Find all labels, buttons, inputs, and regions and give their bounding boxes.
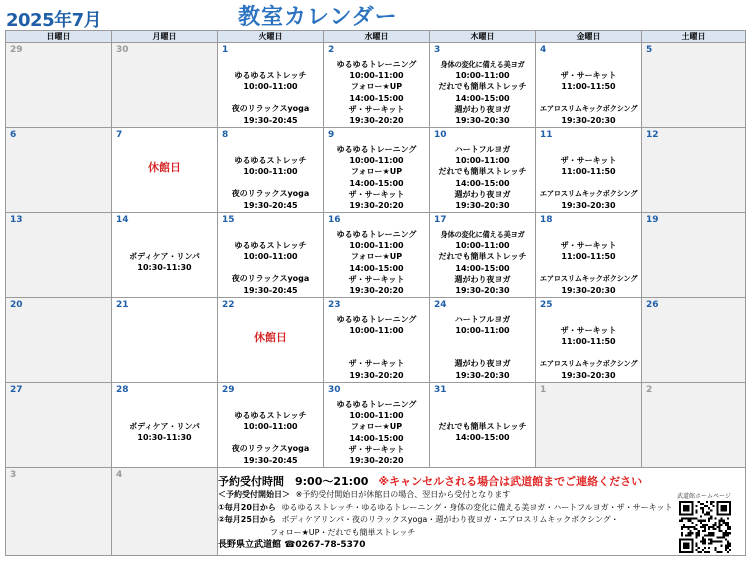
event-time: 19:30-20:30 (455, 286, 510, 296)
reserve-time: 予約受付時間 9:00～21:00 (218, 475, 369, 488)
event-time: 14:00-15:00 (455, 178, 510, 188)
closed-label: 休館日 (148, 161, 181, 174)
event-time: 11:00-11:50 (561, 82, 616, 92)
event-spacer (218, 177, 323, 188)
event-time: 10:00-11:00 (455, 326, 510, 336)
event-time: 19:30-20:30 (561, 285, 616, 295)
event-spacer (536, 92, 641, 103)
day-cell (430, 298, 536, 383)
day-number: 23 (328, 300, 341, 310)
event-spacer (218, 262, 323, 273)
event-name: ザ・サーキット (348, 359, 405, 369)
event-time: 11:00-11:50 (561, 167, 616, 177)
day-number: 24 (434, 300, 447, 310)
day-number: 27 (10, 385, 23, 395)
week-row (6, 213, 746, 298)
event-spacer (112, 399, 217, 410)
event-name: だれでも簡単ストレッチ (438, 252, 527, 262)
org-name: 長野県立武道館 (218, 540, 282, 550)
event-time: 11:00-11:50 (561, 337, 616, 347)
event-time: 14:00-15:00 (349, 93, 404, 103)
day-cell (536, 43, 642, 128)
event-name: エアロスリムキックボクシング (539, 274, 638, 284)
qr-code-icon[interactable] (679, 501, 731, 553)
event-spacer (536, 59, 641, 70)
event-time: 19:30-20:30 (455, 116, 510, 126)
event-name: ゆるゆるトレーニング (336, 60, 417, 69)
event-name: ゆるゆるトレーニング (336, 145, 417, 154)
event-name: だれでも簡単ストレッチ (438, 422, 527, 431)
event-time: 14:00-15:00 (349, 433, 404, 443)
day-number: 18 (540, 215, 553, 225)
closed-label: 休館日 (254, 331, 287, 344)
event-time: 19:30-20:45 (243, 200, 298, 210)
day-number: 6 (10, 130, 17, 140)
day-number: 20 (10, 300, 23, 310)
day-number: 1 (222, 45, 229, 55)
day-number: 28 (116, 385, 129, 395)
event-spacer (218, 399, 323, 410)
event-list (324, 314, 429, 381)
event-spacer (536, 262, 641, 273)
event-time: 10:00-11:00 (349, 241, 404, 251)
day-cell (430, 43, 536, 128)
event-time: 19:30-20:30 (455, 370, 510, 380)
day-cell (536, 298, 642, 383)
day-number: 16 (328, 215, 341, 225)
start-heading: ＜予約受付開始日＞ (218, 490, 290, 499)
day-cell (536, 213, 642, 298)
event-time: 10:00-11:00 (349, 156, 404, 166)
day-number: 29 (10, 45, 23, 55)
event-time: 10:30-11:30 (137, 263, 192, 273)
event-time: 10:00-11:00 (349, 71, 404, 81)
event-list (430, 59, 535, 126)
day-cell (6, 128, 112, 213)
day-number: 10 (434, 130, 447, 140)
day-number: 5 (646, 45, 653, 55)
day-cell (642, 213, 746, 298)
event-name: ゆるゆるトレーニング (336, 230, 417, 239)
day-cell (642, 298, 746, 383)
day-number: 17 (434, 215, 447, 225)
event-name: ザ・サーキット (348, 104, 405, 114)
event-name: だれでも簡単ストレッチ (438, 167, 527, 177)
event-time: 19:30-20:30 (561, 115, 616, 125)
weekday-header: 日曜日 (6, 31, 112, 43)
event-spacer (112, 240, 217, 251)
event-name: 週がわり夜ヨガ (454, 359, 511, 369)
event-list (112, 399, 217, 443)
event-spacer (218, 92, 323, 103)
line2-text: ボディケアリンパ・夜のリラックスyoga・週がわり夜ヨガ・エアロスリムキックボクシング・ (281, 515, 619, 524)
event-name: ゆるゆるストレッチ (234, 411, 307, 420)
day-cell (324, 128, 430, 213)
event-spacer (324, 347, 429, 358)
event-list (218, 59, 323, 126)
day-number: 3 (434, 45, 441, 55)
event-name: フォロー★UP (350, 422, 403, 432)
weekday-header: 火曜日 (218, 31, 324, 43)
day-cell (430, 128, 536, 213)
week-row (6, 383, 746, 468)
event-list (536, 229, 641, 296)
day-number: 8 (222, 130, 229, 140)
event-spacer (536, 347, 641, 358)
event-time: 10:00-11:00 (455, 71, 510, 81)
event-time: 19:30-20:45 (243, 285, 298, 295)
week-row (6, 128, 746, 213)
event-list (536, 59, 641, 126)
day-number: 2 (646, 385, 653, 395)
event-time: 10:00-11:00 (455, 241, 510, 251)
event-spacer (218, 229, 323, 240)
event-name: 夜のリラックスyoga (231, 189, 310, 199)
event-name: ザ・サーキット (560, 326, 617, 335)
day-number: 4 (116, 470, 123, 480)
day-number: 22 (222, 300, 235, 310)
event-time: 19:30-20:45 (243, 455, 298, 465)
page-title: 教室カレンダー (238, 5, 398, 30)
day-number: 29 (222, 385, 235, 395)
event-name: ハートフルヨガ (454, 145, 511, 154)
week-row (6, 43, 746, 128)
event-name: ゆるゆるストレッチ (234, 241, 307, 250)
event-time: 19:30-20:20 (349, 456, 404, 466)
day-cell (6, 298, 112, 383)
weekday-header: 水曜日 (324, 31, 430, 43)
event-time: 11:00-11:50 (561, 252, 616, 262)
weekday-header: 木曜日 (430, 31, 536, 43)
event-time: 10:00-11:00 (349, 411, 404, 421)
event-name: ザ・サーキット (560, 71, 617, 80)
event-name: ゆるゆるトレーニング (336, 315, 417, 324)
event-list (430, 229, 535, 296)
day-cell (642, 128, 746, 213)
day-number: 4 (540, 45, 547, 55)
event-list (324, 144, 429, 211)
phone-number: ☎0267-78-5370 (284, 540, 366, 550)
event-name: ザ・サーキット (348, 444, 405, 454)
line1-text: ゆるゆるストレッチ・ゆるゆるトレーニング・身体の変化に備える美ヨガ・ハートフルヨガ・ザ・サーキット (281, 502, 673, 512)
day-cell (430, 383, 536, 468)
event-spacer (430, 399, 535, 410)
day-cell (112, 468, 218, 556)
event-spacer (536, 229, 641, 240)
day-number: 30 (116, 45, 129, 55)
event-name: ゆるゆるストレッチ (234, 156, 307, 165)
event-list (324, 399, 429, 466)
event-time: 19:30-20:30 (561, 200, 616, 210)
day-number: 7 (116, 130, 123, 140)
event-name: ボディケア・リンパ (129, 422, 200, 431)
weekday-header: 金曜日 (536, 31, 642, 43)
day-cell (112, 128, 218, 213)
event-time: 19:30-20:20 (349, 370, 404, 380)
event-spacer (430, 336, 535, 347)
event-spacer (430, 410, 535, 421)
day-cell (324, 213, 430, 298)
day-number: 15 (222, 215, 235, 225)
event-list (430, 314, 535, 381)
event-spacer (536, 177, 641, 188)
start-note: ※予約受付開始日が休館日の場合、翌日から受付となります (295, 490, 511, 499)
event-name: 夜のリラックスyoga (231, 104, 310, 114)
contact-line (218, 539, 668, 552)
line2-prefix: ②毎月25日から (218, 515, 276, 524)
event-name: フォロー★UP (350, 252, 403, 262)
event-list (218, 399, 323, 466)
day-cell (6, 383, 112, 468)
event-list (536, 314, 641, 381)
reservation-notice (218, 475, 673, 552)
event-spacer (430, 347, 535, 358)
day-cell (218, 213, 324, 298)
event-spacer (112, 410, 217, 421)
line1-prefix: ①毎月20日から (218, 502, 276, 512)
event-list (218, 229, 323, 296)
day-number: 11 (540, 130, 553, 140)
weekday-header: 土曜日 (642, 31, 746, 43)
event-list (324, 229, 429, 296)
event-time: 14:00-15:00 (455, 93, 510, 103)
day-cell (112, 298, 218, 383)
event-time: 19:30-20:30 (561, 370, 616, 380)
cancel-note: ※キャンセルされる場合は武道館までご連絡ください (378, 475, 643, 488)
day-cell (536, 383, 642, 468)
day-number: 30 (328, 385, 341, 395)
day-number: 1 (540, 385, 547, 395)
day-cell (218, 128, 324, 213)
day-number: 19 (646, 215, 659, 225)
event-list (112, 229, 217, 273)
day-cell (324, 298, 430, 383)
event-time: 19:30-20:20 (349, 201, 404, 211)
qr-label: 武道館ホームページ (677, 493, 731, 500)
event-name: 身体の変化に備える美ヨガ (440, 230, 525, 239)
day-cell (6, 43, 112, 128)
day-number: 2 (328, 45, 335, 55)
start-info-line (218, 489, 668, 502)
day-number: 31 (434, 385, 447, 395)
day-cell (430, 213, 536, 298)
day-number: 3 (10, 470, 17, 480)
event-name: 身体の変化に備える美ヨガ (440, 60, 525, 69)
event-list (218, 144, 323, 211)
day-number: 9 (328, 130, 335, 140)
day-number: 12 (646, 130, 659, 140)
day-cell (642, 383, 746, 468)
event-name: ゆるゆるトレーニング (336, 400, 417, 409)
day-cell (6, 213, 112, 298)
event-name: だれでも簡単ストレッチ (438, 82, 527, 92)
line3-text: フォロー★UP・だれでも簡単ストレッチ (270, 527, 416, 537)
event-name: 週がわり夜ヨガ (454, 274, 511, 284)
event-name: 夜のリラックスyoga (231, 444, 310, 454)
event-list (430, 144, 535, 211)
day-number: 13 (10, 215, 23, 225)
day-cell (324, 383, 430, 468)
calendar-body (6, 43, 746, 468)
event-name: フォロー★UP (350, 167, 403, 177)
event-list (430, 399, 535, 443)
day-cell (112, 43, 218, 128)
event-time: 10:00-11:00 (243, 82, 298, 92)
event-list (324, 59, 429, 126)
event-time: 19:30-20:20 (349, 116, 404, 126)
day-cell (324, 43, 430, 128)
event-name: ハートフルヨガ (454, 315, 511, 324)
event-name: エアロスリムキックボクシング (539, 189, 638, 199)
day-cell (218, 383, 324, 468)
event-name: ゆるゆるストレッチ (234, 71, 307, 80)
event-spacer (536, 314, 641, 325)
event-spacer (218, 59, 323, 70)
event-time: 14:00-15:00 (455, 433, 510, 443)
event-name: 週がわり夜ヨガ (454, 189, 511, 199)
weekday-header-row (6, 31, 746, 43)
day-number: 14 (116, 215, 129, 225)
day-cell (536, 128, 642, 213)
day-cell (112, 383, 218, 468)
event-time: 19:30-20:30 (455, 201, 510, 211)
event-time: 10:30-11:30 (137, 433, 192, 443)
event-name: フォロー★UP (350, 82, 403, 92)
event-spacer (218, 144, 323, 155)
event-spacer (218, 432, 323, 443)
schedule-line-3 (218, 527, 668, 540)
event-time: 19:30-20:45 (243, 115, 298, 125)
day-number: 25 (540, 300, 553, 310)
event-spacer (536, 144, 641, 155)
reserve-time-line (218, 475, 668, 489)
event-time: 10:00-11:00 (243, 167, 298, 177)
event-time: 14:00-15:00 (349, 178, 404, 188)
day-cell (6, 468, 112, 556)
event-list (536, 144, 641, 211)
schedule-line-1 (218, 502, 673, 515)
day-cell (112, 213, 218, 298)
day-number: 26 (646, 300, 659, 310)
month-label: 2025年7月 (6, 10, 102, 31)
event-name: ザ・サーキット (560, 241, 617, 250)
event-time: 14:00-15:00 (349, 263, 404, 273)
event-name: 週がわり夜ヨガ (454, 104, 511, 114)
day-cell (218, 43, 324, 128)
week-row (6, 298, 746, 383)
weekday-header: 月曜日 (112, 31, 218, 43)
event-spacer (324, 336, 429, 347)
event-name: エアロスリムキックボクシング (539, 104, 638, 114)
schedule-line-2 (218, 514, 668, 527)
event-time: 10:00-11:00 (243, 252, 298, 262)
event-time: 10:00-11:00 (349, 326, 404, 336)
event-time: 14:00-15:00 (455, 263, 510, 273)
event-name: ザ・サーキット (348, 189, 405, 199)
event-name: ボディケア・リンパ (129, 252, 200, 261)
event-name: ザ・サーキット (560, 156, 617, 165)
event-spacer (112, 229, 217, 240)
event-time: 10:00-11:00 (243, 422, 298, 432)
event-name: エアロスリムキックボクシング (539, 359, 638, 369)
event-time: 10:00-11:00 (455, 156, 510, 166)
day-cell (218, 298, 324, 383)
event-name: ザ・サーキット (348, 274, 405, 284)
event-name: 夜のリラックスyoga (231, 274, 310, 284)
day-number: 21 (116, 300, 129, 310)
day-cell (642, 43, 746, 128)
event-time: 19:30-20:20 (349, 286, 404, 296)
